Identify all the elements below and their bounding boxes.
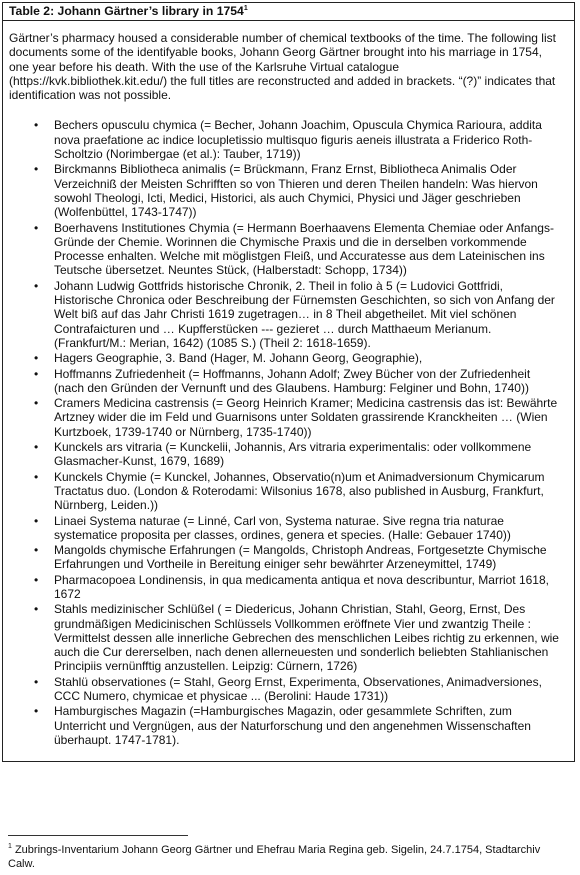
book-entry-text: Cramers Medicina castrensis (= Georg Heinrich Kramer; Medicina castrensis das ist: Bewährte Artzney wider die im Feld und Guarnisons unter Soldaten grassirende Kranckheiten … (Wien Kurtzboek, 1739-1740 or Nürnberg, 1735-1740)) xyxy=(54,396,558,439)
list-item xyxy=(34,351,559,366)
book-entry-text: Stahls medizinischer Schlüßel ( = Diedericus, Johann Christian, Stahl, Georg, Ernst, Des grundmäßigen Medicinischen Schlüssels Vollkommen eröffnete Vier und zwantzig Theile : Vermittelst dessen alle innerliche Gebrechen des menschlichen Leibes richtig zu erkennen, wie auch die Cur dererselben, nach denen allerneuesten und sonderlich beliebten Stahlianischen Principiis vernünfftig anzustellen. Leipzig: Cürnern, 1726) xyxy=(54,602,559,674)
list-item xyxy=(34,118,559,162)
book-list xyxy=(3,118,574,747)
intro-paragraph: Gärtner’s pharmacy housed a considerable number of chemical textbooks of the time. The following list documents some of the identifyable books, Johann Georg Gärtner brought into his marriage in 1754, one year before his death. With the use of the Karlsruhe Virtual catalogue (https://kvk.bibliothek.kit.edu/) the full titles are reconstructed and added in brackets. “(?)” indicates that identification was not possible. xyxy=(9,31,556,103)
list-item xyxy=(34,602,559,674)
bullet-icon: • xyxy=(34,440,39,455)
book-entry-text: Hamburgisches Magazin (=Hamburgisches Magazin, oder gesammlete Schriften, zum Unterricht und Vergnügen, aus der Naturforschung und den angenehmen Wissenschaften überhaupt. 1747-1781). xyxy=(54,704,531,747)
list-item xyxy=(34,366,559,396)
bullet-icon: • xyxy=(34,162,39,177)
book-entry-text: Linaei Systema naturae (= Linné, Carl von, Systema naturae. Sive regna tria naturae systematice proposita per classes, ordines, genera et species. (Halle: Gebauer 1740)) xyxy=(54,513,511,542)
table-title-text: Table 2: Johann Gärtner’s library in 1754 xyxy=(9,4,244,18)
list-item xyxy=(34,704,559,747)
bullet-icon: • xyxy=(34,513,39,528)
bullet-icon: • xyxy=(34,366,39,381)
bullet-icon: • xyxy=(34,674,39,689)
footnote-reference[interactable]: 1 xyxy=(243,5,248,12)
bullet-icon: • xyxy=(34,118,39,133)
bullet-icon: • xyxy=(34,704,39,719)
list-item xyxy=(34,220,559,278)
list-item xyxy=(34,440,559,469)
book-entry-text: Pharmacopoea Londinensis, in qua medicamenta antiqua et nova describuntur, Marriot 1618, 1672 xyxy=(54,572,549,601)
bullet-icon: • xyxy=(34,351,39,366)
footnote xyxy=(8,843,570,871)
bullet-icon: • xyxy=(34,469,39,484)
list-item xyxy=(34,674,559,704)
list-item xyxy=(34,162,559,220)
book-entry-text: Stahlü observationes (= Stahl, Georg Ernst, Experimenta, Observationes, Animadversiones, CCC Numero, chymicae et physicae ... (Berolini: Haude 1731)) xyxy=(54,674,542,704)
table-intro xyxy=(9,31,557,102)
list-item xyxy=(34,396,559,439)
bullet-icon: • xyxy=(34,543,39,558)
book-entry-text: Mangolds chymische Erfahrungen (= Mangolds, Christoph Andreas, Fortgesetzte Chymische Erfahrungen und Vortheile in Bereitung einiger sehr bewährter Arzeneymittel, 1749) xyxy=(54,543,547,572)
table-title xyxy=(3,3,574,21)
book-entry-text: Johann Ludwig Gottfrids historische Chronik, 2. Theil in folio à 5 (= Ludovici Gottfridi, Historische Chronica oder Beschreibung der Fürnemsten Geschichten, so sich von Anfang der Welt biß auf das Jahr Christi 1619 zugetragen… in 8 Theil abgetheilet. Mit viel schönen Contrafaicturen und … Kupfferstücken --- gezieret … durch Matthaeum Merianum. (Frankfurt/M.: Merian, 1642) (1085 S.) (Theil 2: 1618-1659). xyxy=(54,278,555,350)
library-table xyxy=(2,2,575,762)
book-entry-text: Boerhavens Institutiones Chymia (= Hermann Boerhaavens Elementa Chemiae oder Anfangs-Gründe der Chemie. Worinnen die Chymische Praxis und die in derselben vorkommende Processe enhalten. Welche mit möglistgen Fleiß, und Accuratesse aus dem Lateinischen ins Teutsche übersetzet. Neuntes Stück, (Halberstadt: Schopp, 1734)) xyxy=(54,220,554,278)
book-entry-text: Kunckels ars vitraria (= Kunckelii, Johannis, Ars vitraria experimentalis: oder vollkommene Glasmacher-Kunst, 1679, 1689) xyxy=(54,440,532,469)
bullet-icon: • xyxy=(34,602,39,617)
list-item xyxy=(34,278,559,350)
footnote-text: Zubrings-Inventarium Johann Georg Gärtner und Ehefrau Maria Regina geb. Sigelin, 24.7.1754, Stadtarchiv Calw. xyxy=(8,844,541,870)
book-entry-text: Kunckels Chymie (= Kunckel, Johannes, Observatio(n)um et Animadversionum Chymicarum Tractatus duo. (London & Roterodami: Wilsonius 1678, also published in Ausburg, Frankfurt, Nürnberg, Leiden.)) xyxy=(54,469,545,513)
footnote-mark: 1 xyxy=(8,843,12,850)
list-item xyxy=(34,543,559,572)
footnote-separator xyxy=(8,835,188,836)
list-item xyxy=(34,469,559,513)
bullet-icon: • xyxy=(34,572,39,587)
bullet-icon: • xyxy=(34,278,39,293)
book-entry-text: Hagers Geographie, 3. Band (Hager, M. Johann Georg, Geographie), xyxy=(54,351,423,366)
list-item xyxy=(34,513,559,543)
bullet-icon: • xyxy=(34,220,39,235)
book-entry-text: Birckmanns Bibliotheca animalis (= Brückmann, Franz Ernst, Bibliotheca Animalis Oder Verzeichniß der Meisten Schrifften so von Thieren und deren Theilen handeln: Was hiervon sowohl Theologi, Icti, Medici, Historici, als auch Chymici, Physici und Jäger geschrieben (Wolfenbüttel, 1743-1747)) xyxy=(54,162,538,220)
book-entry-text: Hoffmanns Zufriedenheit (= Hoffmanns, Johann Adolf; Zwey Bücher von der Zufriedenheit (nach den Gründen der Vernunft und des Glaubens. Hamburg: Felginer und Bohn, 1740)) xyxy=(54,366,531,395)
bullet-icon: • xyxy=(34,396,39,411)
book-entry-text: Bechers opusculu chymica (= Becher, Johann Joachim, Opuscula Chymica Rarioura, addita nova praefatione ac indice locupletissio multisquo figuris aeneis illustrata a Friderico Roth-Scholtzio (Norimbergae (et al.): Tauber, 1719)) xyxy=(54,118,542,162)
list-item xyxy=(34,572,559,602)
